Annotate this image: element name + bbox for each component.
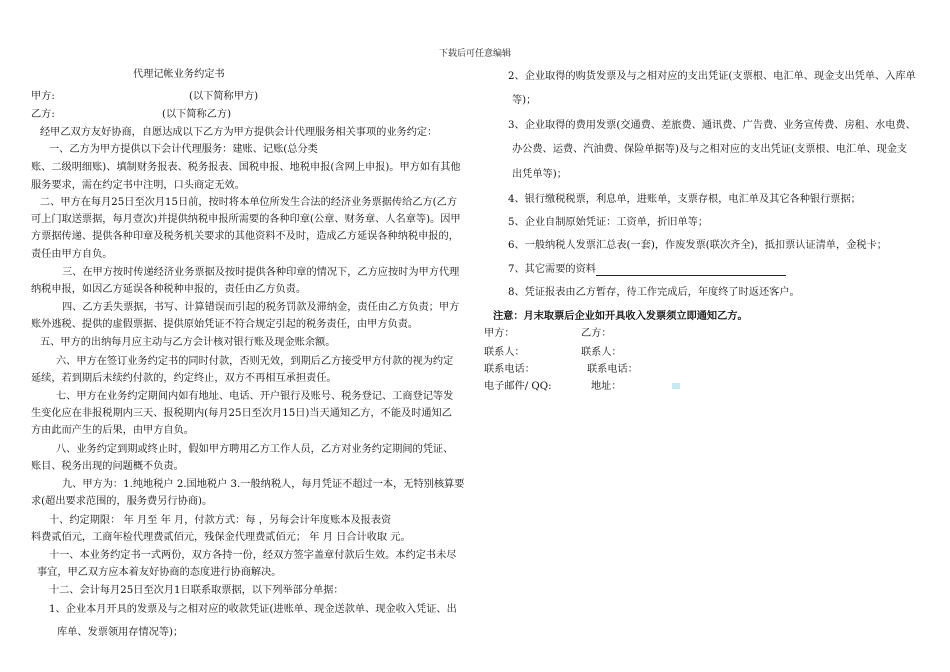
document-item-7 (508, 264, 786, 276)
clause-8-line-1: 八、业务约定到期或终止时，假如甲方聘用乙方工作人员，乙方对业务约定期间的凭证、 (56, 444, 454, 455)
clause-4-line-1: 四、乙方丢失票据，书写、计算错误而引起的税务罚款及滞纳金，责任由乙方负责；甲方 (62, 302, 460, 313)
contact-phone-a: 联系电话： (484, 364, 535, 375)
contract-title: 代理记帐业务约定书 (133, 69, 225, 80)
contact-person-a: 联系人： (484, 347, 525, 358)
notice-text: 注意：月末取票后企业如开具收入发票须立即通知乙方。 (493, 310, 748, 322)
document-item-3-line-1: 3、企业取得的费用发票(交通费、差旅费、通讯费、广告费、业务宣传费、房租、水电费、 (508, 120, 916, 131)
clause-2-line-1: 二、甲方在每月25日至次月15日前，按时将本单位所发生合法的经济业务票据传给乙方(乙方 (40, 197, 458, 208)
document-item-2-line-2: 等)； (512, 95, 537, 106)
clause-3-line-1: 三、在甲方按时传递经济业务票据及按时提供各种印章的情况下，乙方应按时为甲方代理 (62, 267, 460, 278)
signature-party-a: 甲方： (484, 328, 515, 339)
document-item-1-line-2: 库单、发票领用存情况等)； (57, 627, 184, 638)
clause-6-line-2: 延续，若到期后未续约付款的，约定终止，双方不再相互承担责任。 (31, 373, 337, 384)
document-item-7-label: 7、其它需要的资料 (508, 264, 596, 275)
document-item-4: 4、银行缴税税票，利息单，进账单，支票存根，电汇单及其它各种银行票据； (508, 194, 861, 205)
clause-10-line-2: 料费贰佰元，工商年检代理费贰佰元，残保金代理费贰佰元； 年 月 日合计收取 元。 (31, 532, 411, 543)
intro-paragraph: 经甲乙双方友好协商，自愿达成以下乙方为甲方提供会计代理服务相关事项的业务约定： (40, 127, 438, 138)
clause-7-line-2: 生变化应在非报税期内三天、报税期内(每月25日至次月15日)当天通知乙方，不能及时通知乙 (31, 408, 452, 419)
contact-email-a: 电子邮件/ QQ: (484, 381, 552, 392)
clause-2-line-4: 责任由甲方自负。 (31, 249, 113, 260)
fill-in-blank-line (596, 265, 786, 276)
clause-1-line-3: 服务要求，需在约定书中注明，口头商定无效。 (31, 180, 245, 191)
document-item-3-line-3: 出凭单等)； (512, 169, 567, 180)
clause-3-line-2: 纳税申报，如因乙方延误各种税种申报的，责任由乙方负责。 (31, 284, 307, 295)
contact-address-b: 地址： (591, 381, 622, 392)
document-item-1-line-1: 1、企业本月开具的发票及与之相对应的收款凭证(进账单、现金送款单、现金收入凭证、出 (49, 604, 457, 615)
clause-6-line-1: 六、甲方在签订业务约定书的同时付款，否则无效，到期后乙方接受甲方付款的视为约定 (56, 356, 454, 367)
party-b-note: (以下简称乙方) (162, 109, 232, 120)
signature-party-b: 乙方： (581, 328, 612, 339)
document-item-5: 5、企业自制原始凭证：工资单，折旧单等； (508, 217, 709, 228)
clause-9-line-1: 九、甲方为：1.纯地税户 2.国地税户 3.一般纳税人，每月凭证不超过一本，无特别核算要 (62, 479, 465, 490)
contact-phone-b: 联系电话： (587, 364, 638, 375)
clause-2-line-3: 方票据传递、提供各种印章及税务机关要求的其他资料不及时，造成乙方延误各种纳税申报的， (31, 231, 459, 242)
document-item-6: 6、一般纳税人发票汇总表(一套)，作废发票(联次齐全)，抵扣票认证清单，金税卡； (508, 240, 887, 251)
clause-9-line-2: 求(超出要求范围的，服务费另行协商)。 (31, 496, 213, 507)
clause-1-line-2: 账、二级明细账)、填制财务报表、税务报表、国税申报、地税申报(含网上申报)。甲方如有其他 (31, 162, 461, 173)
page-header-note: 下载后可任意编辑 (438, 49, 511, 59)
clause-1-line-1: 一、乙方为甲方提供以下会计代理服务：建账、记账(总分类 (49, 144, 318, 155)
clause-8-line-2: 账目、税务出现的问题概不负责。 (31, 461, 184, 472)
document-item-2-line-1: 2、企业取得的购货发票及与之相对应的支出凭证(支票根、电汇单、现金支出凭单、入库单 (508, 71, 916, 82)
clause-7-line-1: 七、甲方在业务约定期间内如有地址、电话、开户银行及账号、税务登记、工商登记等发 (56, 391, 454, 402)
party-a-label: 甲方: (31, 91, 55, 102)
clause-10-line-1: 十、约定期限： 年 月至 年 月，付款方式：每 ，另每会计年度账本及报表资 (49, 515, 392, 526)
clause-2-line-2: 可上门取送票据，每月壹次)并提供纳税申报所需要的各种印章(公章、财务章、人名章等)。因甲 (31, 214, 461, 225)
clause-11-line-2: 事宜，甲乙双方应本着友好协商的态度进行协商解决。 (37, 567, 282, 578)
document-item-8: 8、凭证报表由乙方暂存，待工作完成后，年度终了时返还客户。 (508, 287, 800, 298)
document-item-3-line-2: 办公费、运费、汽油费、保险单据等)及与之相对应的支出凭证(支票根、电汇单、现金支 (512, 144, 908, 155)
contact-person-b: 联系人： (581, 347, 622, 358)
text-cursor-marker (672, 383, 680, 389)
clause-5: 五、甲方的出纳每月应主动与乙方会计核对银行账及现金账余额。 (40, 337, 336, 348)
clause-12: 十二、会计每月25日至次月1日联系取票据，以下列举部分单据： (49, 585, 344, 596)
party-b-label: 乙方: (31, 109, 55, 120)
clause-4-line-2: 账外逃税、提供的虚假票据、提供原始凭证不符合规定引起的税务责任，由甲方负责。 (31, 319, 419, 330)
party-a-note: (以下简称甲方) (189, 91, 259, 102)
clause-7-line-3: 方由此而产生的后果，由甲方自负。 (31, 425, 194, 436)
clause-11-line-1: 十一、本业务约定书一式两份，双方各持一份，经双方签字盖章付款后生效。本约定书未尽 (49, 550, 457, 561)
